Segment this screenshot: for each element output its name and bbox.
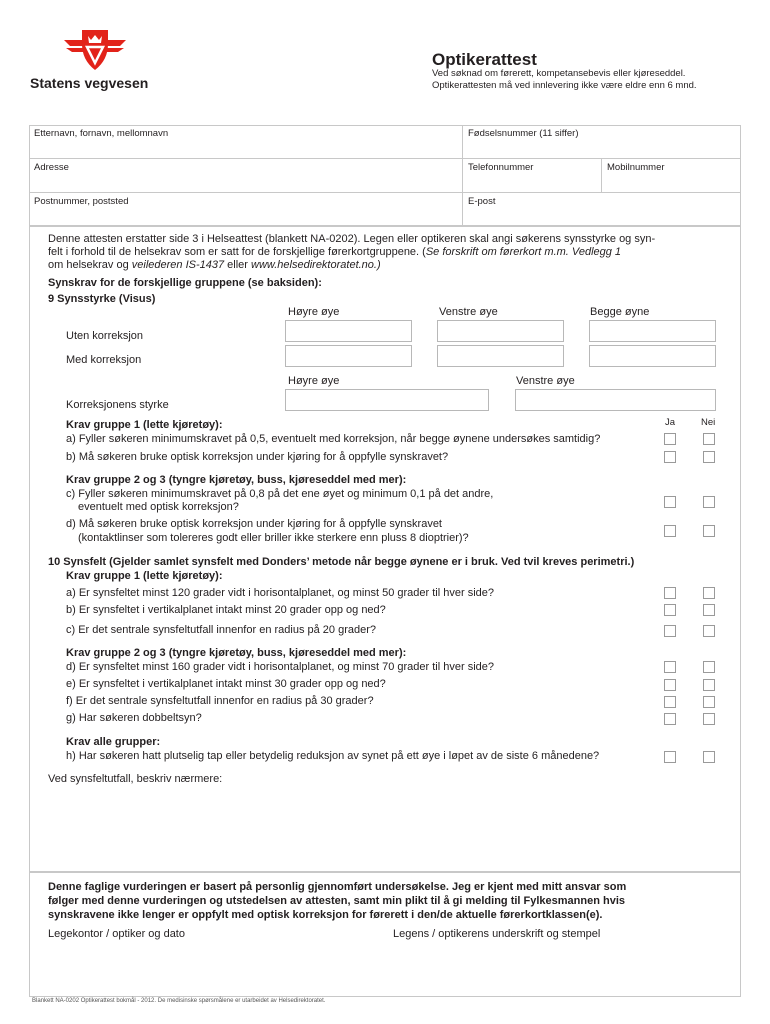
field-b-yes-checkbox[interactable] (664, 604, 676, 616)
visus-question-d1: d) Må søkeren bruke optisk korreksjon under kjøring for å oppfylle synskravet (66, 518, 442, 530)
field-c-no-checkbox[interactable] (703, 625, 715, 637)
statens-vegvesen-logo (62, 26, 128, 72)
field-question-c: c) Er det sentrale synsfeltutfall innenfor en radius på 20 grader? (66, 624, 377, 636)
uncorrected-right-input[interactable] (285, 320, 412, 342)
corrected-left-input[interactable] (437, 345, 564, 367)
field-d-no-checkbox[interactable] (703, 661, 715, 673)
field-group23-heading: Krav gruppe 2 og 3 (tyngre kjøretøy, buss, kjøreseddel med mer): (66, 647, 407, 659)
intro-line-3: om helsekrav og veilederen IS-1437 eller www.helsedirektoratet.no.) (48, 259, 381, 271)
field-group1-heading: Krav gruppe 1 (lette kjøretøy): (66, 570, 223, 582)
field-e-no-checkbox[interactable] (703, 679, 715, 691)
col-right-eye-2: Høyre øye (288, 375, 340, 387)
field-question-g: g) Har søkeren dobbeltsyn? (66, 712, 202, 724)
subtitle-1: Ved søknad om førerett, kompetansebevis eller kjøreseddel. (432, 68, 686, 79)
field-h-yes-checkbox[interactable] (664, 751, 676, 763)
field-question-d: d) Er synsfeltet minst 160 grader vidt i horisontalplanet, og minst 70 grader til hver side? (66, 661, 494, 673)
field-g-no-checkbox[interactable] (703, 713, 715, 725)
field-g-yes-checkbox[interactable] (664, 713, 676, 725)
visus-question-c1: c) Fyller søkeren minimumskravet på 0,8 på det ene øyet og minimum 0,1 på det andre, (66, 488, 494, 500)
visus-question-c2: eventuelt med optisk korreksjon? (78, 501, 239, 513)
row-uncorrected: Uten korreksjon (66, 330, 144, 342)
intro-line-2: felt i forhold til de helsekrav som er satt for de forskjellige førerkortgruppene. (Se forskrift om førerkort m.m. Vedlegg 1 (48, 246, 622, 258)
visus-a-no-checkbox[interactable] (703, 433, 715, 445)
address-field[interactable]: Adresse (34, 162, 69, 173)
visus-question-d2: (kontaktlinser som tolereres godt eller briller ikke sterkere enn pluss 8 dioptrier)? (78, 532, 469, 544)
col-left-eye-2: Venstre øye (516, 375, 575, 387)
visus-a-yes-checkbox[interactable] (664, 433, 676, 445)
visus-question-b: b) Må søkeren bruke optisk korreksjon under kjøring for å oppfylle synskravet? (66, 451, 449, 463)
declaration-line-2: følger med denne vurderingen og utstedelsen av attesten, samt min plikt til å gi melding til Fylkesmannen hvis (48, 895, 626, 907)
col-both-eyes: Begge øyne (590, 306, 650, 318)
birth-number-field[interactable]: Fødselsnummer (11 siffer) (468, 128, 579, 139)
strength-left-input[interactable] (515, 389, 716, 411)
org-name: Statens vegvesen (30, 75, 149, 91)
email-field[interactable]: E-post (468, 196, 496, 207)
field-a-yes-checkbox[interactable] (664, 587, 676, 599)
yes-header: Ja (665, 417, 676, 428)
field-h-no-checkbox[interactable] (703, 751, 715, 763)
field-question-a: a) Er synsfeltet minst 120 grader vidt i horisontalplanet, og minst 50 grader til hver side? (66, 587, 494, 599)
visus-d-no-checkbox[interactable] (703, 525, 715, 537)
corrected-both-input[interactable] (589, 345, 716, 367)
intro-line-1: Denne attesten erstatter side 3 i Helseattest (blankett NA-0202). Legen eller optikeren skal angi søkerens synsstyrke og syn- (48, 233, 656, 245)
field-question-e: e) Er synsfeltet i vertikalplanet intakt minst 30 grader opp og ned? (66, 678, 386, 690)
mobile-field[interactable]: Mobilnummer (607, 162, 665, 173)
field-question-b: b) Er synsfeltet i vertikalplanet intakt minst 20 grader opp og ned? (66, 604, 386, 616)
field-describe-label[interactable]: Ved synsfeltutfall, beskriv nærmere: (48, 773, 223, 785)
visus-group23-heading: Krav gruppe 2 og 3 (tyngre kjøretøy, buss, kjøreseddel med mer): (66, 474, 407, 486)
row-corrected: Med korreksjon (66, 354, 142, 366)
office-date-field[interactable]: Legekontor / optiker og dato (48, 928, 185, 940)
uncorrected-both-input[interactable] (589, 320, 716, 342)
field-f-no-checkbox[interactable] (703, 696, 715, 708)
visus-c-no-checkbox[interactable] (703, 496, 715, 508)
personal-info-box (29, 125, 741, 226)
footer-note: Blankett NA-0202 Optikerattest bokmål - 2012. De medisinske spørsmålene er utarbeidet av Helsedirektoratet. (32, 998, 326, 1004)
phone-field[interactable]: Telefonnummer (468, 162, 534, 173)
visus-d-yes-checkbox[interactable] (664, 525, 676, 537)
declaration-line-1: Denne faglige vurderingen er basert på personlig gjennomført undersøkelse. Jeg er kjent med mitt ansvar som (48, 881, 627, 893)
visus-c-yes-checkbox[interactable] (664, 496, 676, 508)
col-right-eye: Høyre øye (288, 306, 340, 318)
field-question-f: f) Er det sentrale synsfeltutfall innenfor en radius på 30 grader? (66, 695, 374, 707)
all-groups-heading: Krav alle grupper: (66, 736, 161, 748)
field-b-no-checkbox[interactable] (703, 604, 715, 616)
field-e-yes-checkbox[interactable] (664, 679, 676, 691)
visus-section-title: 9 Synsstyrke (Visus) (48, 293, 156, 305)
field-d-yes-checkbox[interactable] (664, 661, 676, 673)
requirements-heading: Synskrav for de forskjellige gruppene (se baksiden): (48, 277, 322, 289)
postal-field[interactable]: Postnummer, poststed (34, 196, 129, 207)
row-correction-strength: Korreksjonens styrke (66, 399, 169, 411)
declaration-line-3: synskravene ikke lenger er oppfylt med optisk korreksjon for førerett i den/de aktuelle førerkortklassen(e). (48, 909, 603, 921)
field-f-yes-checkbox[interactable] (664, 696, 676, 708)
no-header: Nei (701, 417, 716, 428)
strength-right-input[interactable] (285, 389, 489, 411)
name-field[interactable]: Etternavn, fornavn, mellomnavn (34, 128, 169, 139)
uncorrected-left-input[interactable] (437, 320, 564, 342)
visus-b-yes-checkbox[interactable] (664, 451, 676, 463)
field-section-title: 10 Synsfelt (Gjelder samlet synsfelt med Donders’ metode når begge øynene er i bruk. Ved tvil kreves perimetri.) (48, 556, 635, 568)
field-a-no-checkbox[interactable] (703, 587, 715, 599)
signature-field[interactable]: Legens / optikerens underskrift og stempel (393, 928, 601, 940)
field-question-h: h) Har søkeren hatt plutselig tap eller betydelig reduksjon av synet på ett øye i løpet av de siste 6 månedene? (66, 750, 600, 762)
visus-question-a: a) Fyller søkeren minimumskravet på 0,5, eventuelt med korreksjon, når begge øynene undersøkes samtidig? (66, 433, 601, 445)
field-c-yes-checkbox[interactable] (664, 625, 676, 637)
corrected-right-input[interactable] (285, 345, 412, 367)
form-title: Optikerattest (432, 50, 537, 69)
subtitle-2: Optikerattesten må ved innlevering ikke være eldre enn 6 mnd. (432, 80, 697, 91)
visus-group1-heading: Krav gruppe 1 (lette kjøretøy): (66, 419, 223, 431)
visus-b-no-checkbox[interactable] (703, 451, 715, 463)
col-left-eye: Venstre øye (439, 306, 498, 318)
